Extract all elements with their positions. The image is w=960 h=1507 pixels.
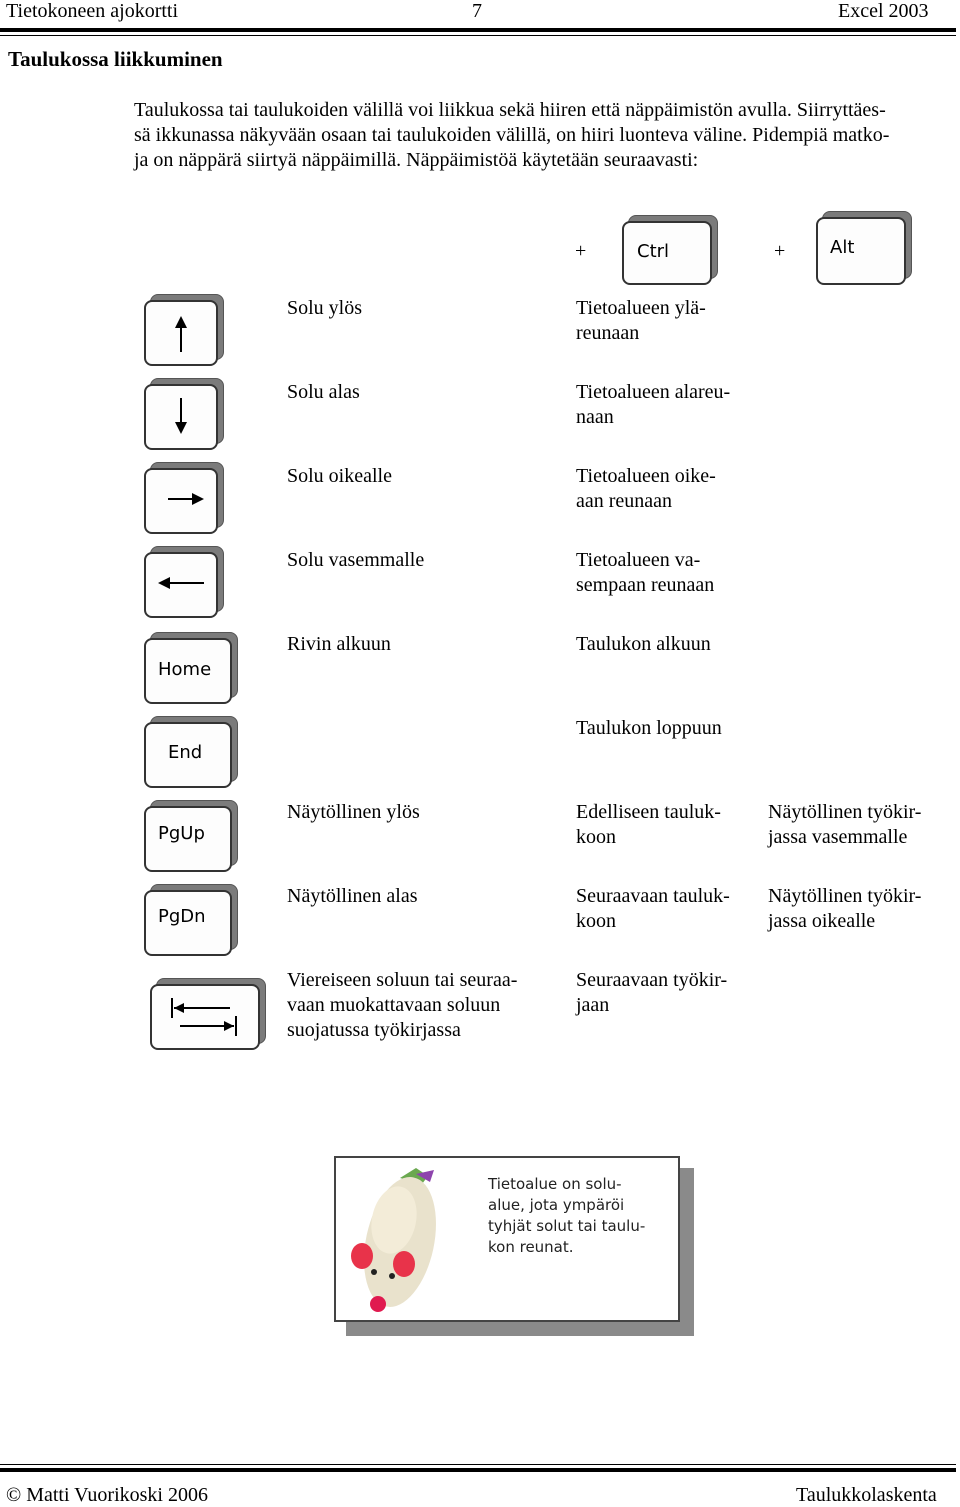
ctrl-key bbox=[622, 221, 712, 285]
row-pgup-alt: Näytöllinen työkir- jassa vasemmalle bbox=[768, 801, 922, 848]
home-key-label: Home bbox=[158, 659, 212, 680]
tab-arrows-icon bbox=[150, 984, 260, 1050]
intro-paragraph bbox=[134, 98, 954, 173]
arrow-up-icon bbox=[144, 300, 218, 366]
header-right: Excel 2003 bbox=[838, 0, 929, 22]
pgdn-key-label: PgDn bbox=[158, 906, 206, 927]
arrow-left-icon bbox=[144, 552, 218, 618]
arrow-down-icon bbox=[144, 384, 218, 450]
arrow-right-icon bbox=[144, 468, 218, 534]
row-left-ctrl: Tietoalueen va- sempaan reunaan bbox=[576, 549, 715, 596]
tab-key bbox=[150, 984, 260, 1050]
row-down-ctrl: Tietoalueen alareu- naan bbox=[576, 381, 731, 428]
intro-line: sä ikkunassa näkyvään osaan tai taulukoiden välillä, on hiiri luonteva väline. Pidempiä matko- bbox=[134, 124, 890, 146]
row-pgdn-alt: Näytöllinen työkir- jassa oikealle bbox=[768, 885, 922, 932]
note-line: kon reunat. bbox=[488, 1238, 574, 1256]
row-end-ctrl: Taulukon loppuun bbox=[576, 717, 722, 739]
row-left-plain: Solu vasemmalle bbox=[287, 549, 425, 571]
header-left: Tietokoneen ajokortti bbox=[6, 0, 179, 22]
alt-key-label: Alt bbox=[830, 237, 855, 258]
row-pgup-plain: Näytöllinen ylös bbox=[287, 801, 420, 823]
header-rule-thin bbox=[0, 35, 956, 36]
end-key bbox=[144, 722, 232, 788]
row-up-plain: Solu ylös bbox=[287, 297, 363, 319]
plus-sign-alt: + bbox=[774, 240, 786, 262]
arrow-down-key bbox=[144, 384, 218, 450]
row-pgdn-plain: Näytöllinen alas bbox=[287, 885, 418, 907]
row-down-plain: Solu alas bbox=[287, 381, 360, 403]
row-home-ctrl: Taulukon alkuun bbox=[576, 633, 711, 655]
row-right-plain: Solu oikealle bbox=[287, 465, 392, 487]
note-line: alue, jota ympäröi bbox=[488, 1196, 625, 1214]
home-key bbox=[144, 638, 232, 704]
row-tab-ctrl: Seuraavaan työkir- jaan bbox=[576, 969, 728, 1016]
note-text bbox=[488, 1174, 668, 1258]
row-up-ctrl: Tietoalueen ylä- reunaan bbox=[576, 297, 706, 344]
plus-sign-ctrl: + bbox=[575, 240, 587, 262]
intro-line: Taulukossa tai taulukoiden välillä voi liikkua sekä hiiren että näppäimistön avulla. Siirryttäes- bbox=[134, 99, 886, 121]
arrow-right-key bbox=[144, 468, 218, 534]
end-key-label: End bbox=[168, 742, 203, 763]
row-home-plain: Rivin alkuun bbox=[287, 633, 391, 655]
pgdn-key bbox=[144, 890, 232, 956]
mouse-toy-icon bbox=[338, 1160, 488, 1322]
page-number: 7 bbox=[472, 0, 482, 22]
note-line: tyhjät solut tai taulu- bbox=[488, 1217, 646, 1235]
pgup-key bbox=[144, 806, 232, 872]
footer-left: © Matti Vuorikoski 2006 bbox=[6, 1484, 208, 1506]
arrow-left-key bbox=[144, 552, 218, 618]
arrow-up-key bbox=[144, 300, 218, 366]
note-line: Tietoalue on solu- bbox=[488, 1175, 622, 1193]
pgup-key-label: PgUp bbox=[158, 823, 205, 844]
row-pgup-ctrl: Edelliseen tauluk- koon bbox=[576, 801, 721, 848]
row-tab-plain: Viereiseen soluun tai seuraa- vaan muokattavaan soluun suojatussa työkirjassa bbox=[287, 969, 518, 1041]
footer-rule-thin bbox=[0, 1464, 956, 1465]
info-note bbox=[334, 1156, 680, 1322]
intro-line: ja on näppärä siirtyä näppäimillä. Näppäimistöä käytetään seuraavasti: bbox=[134, 149, 699, 171]
header-rule-thick bbox=[0, 28, 956, 32]
footer-rule-thick bbox=[0, 1468, 956, 1472]
row-right-ctrl: Tietoalueen oike- aan reunaan bbox=[576, 465, 716, 512]
alt-key bbox=[816, 217, 906, 285]
row-pgdn-ctrl: Seuraavaan tauluk- koon bbox=[576, 885, 730, 932]
section-title: Taulukossa liikkuminen bbox=[8, 47, 223, 71]
ctrl-key-label: Ctrl bbox=[637, 241, 670, 262]
footer-right: Taulukkolaskenta bbox=[796, 1484, 937, 1506]
